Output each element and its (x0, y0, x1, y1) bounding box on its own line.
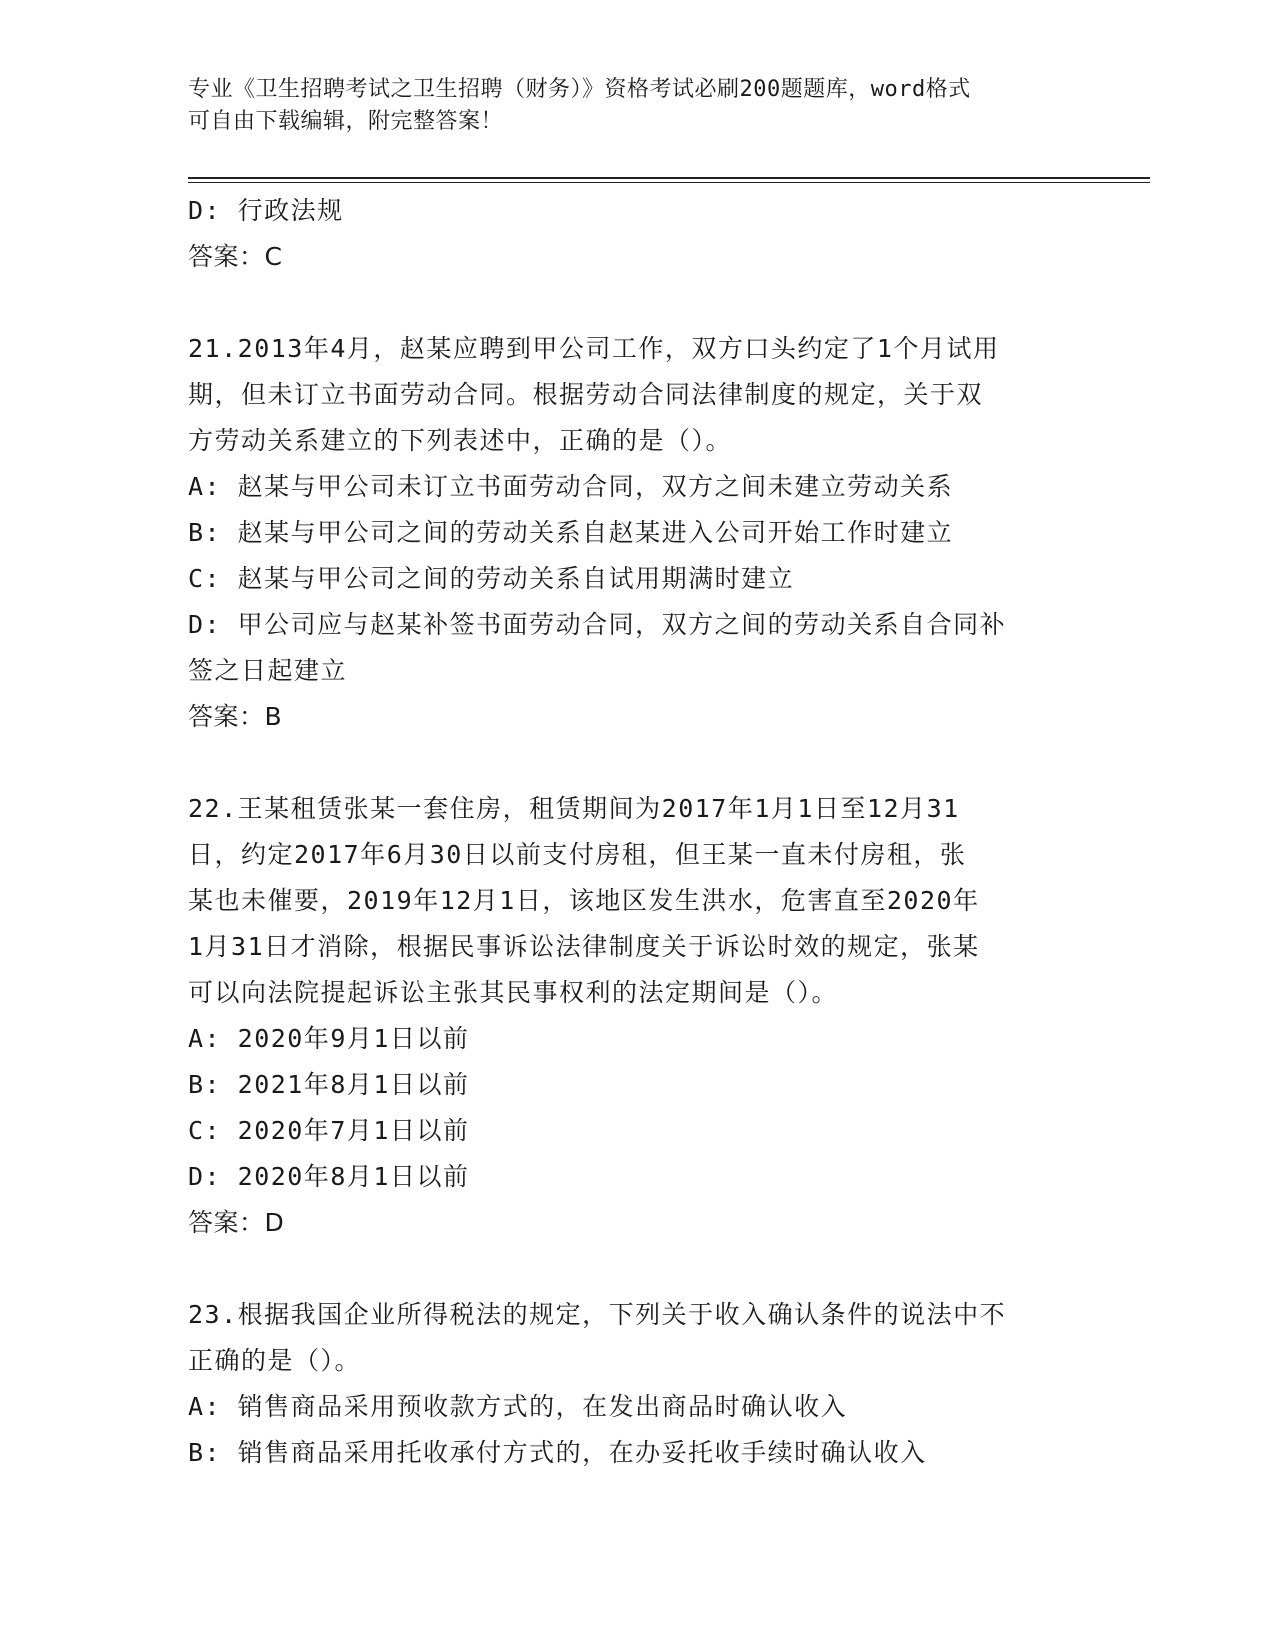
option-d-continued: 签之日起建立 (188, 656, 348, 685)
option-b: B: 赵某与甲公司之间的劳动关系自赵某进入公司开始工作时建立 (188, 518, 954, 547)
option-b: B: 销售商品采用托收承付方式的，在办妥托收手续时确认收入 (188, 1438, 927, 1467)
document-header (188, 74, 1068, 138)
header-line-1: 专业《卫生招聘考试之卫生招聘（财务）》资格考试必刷200题题库，word格式 (188, 77, 971, 102)
question-22 (188, 786, 1088, 1246)
answer: 答案：B (188, 702, 283, 731)
question-stem-line: 方劳动关系建立的下列表述中，正确的是（）。 (188, 426, 733, 455)
option-a: A: 赵某与甲公司未订立书面劳动合同，双方之间未建立劳动关系 (188, 472, 954, 501)
question-stem-line: 23.根据我国企业所得税法的规定，下列关于收入确认条件的说法中不 (188, 1300, 1007, 1329)
question-stem-line: 可以向法院提起诉讼主张其民事权利的法定期间是（）。 (188, 978, 839, 1007)
option-c: C: 2020年7月1日以前 (188, 1116, 470, 1145)
question-stem-line: 某也未催要，2019年12月1日，该地区发生洪水，危害直至2020年 (188, 886, 980, 915)
option-c: C: 赵某与甲公司之间的劳动关系自试用期满时建立 (188, 564, 795, 593)
question-stem-line: 期，但未订立书面劳动合同。根据劳动合同法律制度的规定，关于双 (188, 380, 984, 409)
document-body (188, 188, 1088, 1476)
header-line-2: 可自由下载编辑，附完整答案！ (188, 109, 504, 134)
question-21 (188, 326, 1088, 740)
question-23 (188, 1292, 1088, 1476)
option-a: A: 销售商品采用预收款方式的，在发出商品时确认收入 (188, 1392, 848, 1421)
answer: 答案：D (188, 1208, 285, 1237)
header-rule-thin (188, 182, 1150, 183)
question-stem-line: 日，约定2017年6月30日以前支付房租，但王某一直未付房租，张 (188, 840, 967, 869)
header-rule-thick (188, 177, 1150, 179)
option-b: B: 2021年8月1日以前 (188, 1070, 470, 1099)
option-d: D: 甲公司应与赵某补签书面劳动合同，双方之间的劳动关系自合同补 (188, 610, 1007, 639)
prev-answer: 答案：C (188, 242, 283, 271)
option-d: D: 2020年8月1日以前 (188, 1162, 470, 1191)
question-stem-line: 22.王某租赁张某一套住房，租赁期间为2017年1月1日至12月31 (188, 794, 960, 823)
prev-option-d: D: 行政法规 (188, 196, 344, 225)
question-stem-line: 正确的是（）。 (188, 1346, 362, 1375)
question-stem-line: 1月31日才消除，根据民事诉讼法律制度关于诉讼时效的规定，张某 (188, 932, 980, 961)
question-stem-line: 21.2013年4月，赵某应聘到甲公司工作，双方口头约定了1个月试用 (188, 334, 1000, 363)
option-a: A: 2020年9月1日以前 (188, 1024, 470, 1053)
